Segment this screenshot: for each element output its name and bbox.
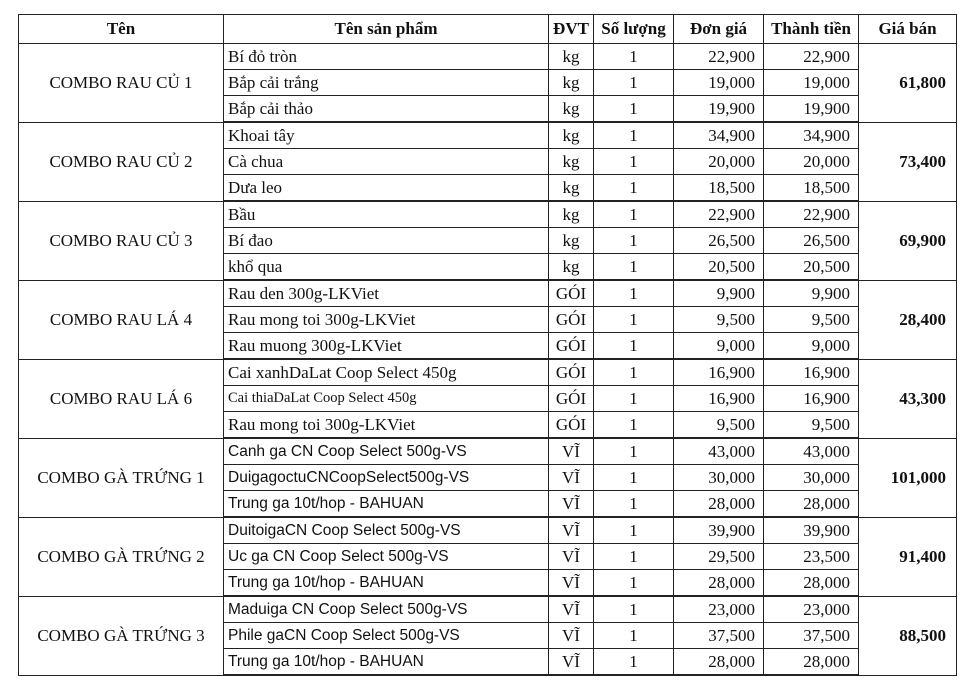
- unit-cell: kg: [549, 254, 594, 281]
- unit-cell: GÓI: [549, 333, 594, 360]
- price-sheet: [18, 14, 956, 676]
- table-row: [19, 122, 957, 149]
- quantity-cell: 1: [594, 122, 674, 149]
- unit-price-cell: 20,500: [674, 254, 764, 281]
- quantity-cell: 1: [594, 70, 674, 96]
- line-total-cell: 43,000: [764, 438, 859, 465]
- quantity-cell: 1: [594, 412, 674, 439]
- quantity-cell: 1: [594, 228, 674, 254]
- combo-sale-price: 101,000: [859, 438, 957, 517]
- combo-name: COMBO GÀ TRỨNG 2: [19, 517, 224, 596]
- unit-cell: VĨ: [549, 596, 594, 623]
- header-thanh-tien: Thành tiền: [764, 15, 859, 44]
- quantity-cell: 1: [594, 623, 674, 649]
- unit-price-cell: 26,500: [674, 228, 764, 254]
- product-name: Dưa leo: [224, 175, 549, 202]
- unit-cell: VĨ: [549, 544, 594, 570]
- unit-cell: kg: [549, 201, 594, 228]
- quantity-cell: 1: [594, 465, 674, 491]
- line-total-cell: 20,500: [764, 254, 859, 281]
- line-total-cell: 28,000: [764, 570, 859, 597]
- line-total-cell: 34,900: [764, 122, 859, 149]
- line-total-cell: 28,000: [764, 649, 859, 676]
- line-total-cell: 26,500: [764, 228, 859, 254]
- table-row: [19, 201, 957, 228]
- line-total-cell: 39,900: [764, 517, 859, 544]
- table-row: [19, 517, 957, 544]
- unit-cell: kg: [549, 44, 594, 70]
- unit-cell: GÓI: [549, 412, 594, 439]
- unit-cell: kg: [549, 96, 594, 123]
- line-total-cell: 16,900: [764, 359, 859, 386]
- unit-cell: GÓI: [549, 307, 594, 333]
- product-name: Maduiga CN Coop Select 500g-VS: [224, 596, 549, 623]
- line-total-cell: 23,000: [764, 596, 859, 623]
- quantity-cell: 1: [594, 570, 674, 597]
- unit-cell: VĨ: [549, 491, 594, 518]
- combo-sale-price: 73,400: [859, 122, 957, 201]
- line-total-cell: 30,000: [764, 465, 859, 491]
- table-row: [19, 596, 957, 623]
- product-name: Rau den 300g-LKViet: [224, 280, 549, 307]
- unit-cell: VĨ: [549, 465, 594, 491]
- unit-cell: kg: [549, 70, 594, 96]
- unit-cell: GÓI: [549, 386, 594, 412]
- combo-sale-price: 88,500: [859, 596, 957, 675]
- line-total-cell: 16,900: [764, 386, 859, 412]
- product-name: Phile gaCN Coop Select 500g-VS: [224, 623, 549, 649]
- combo-sale-price: 43,300: [859, 359, 957, 438]
- combo-price-table: [18, 14, 957, 676]
- unit-cell: VĨ: [549, 438, 594, 465]
- product-name: Trung ga 10t/hop - BAHUAN: [224, 570, 549, 597]
- quantity-cell: 1: [594, 201, 674, 228]
- quantity-cell: 1: [594, 517, 674, 544]
- unit-price-cell: 28,000: [674, 491, 764, 518]
- quantity-cell: 1: [594, 438, 674, 465]
- quantity-cell: 1: [594, 359, 674, 386]
- product-name: Cai thiaDaLat Coop Select 450g: [224, 386, 549, 412]
- table-row: [19, 359, 957, 386]
- unit-price-cell: 30,000: [674, 465, 764, 491]
- combo-sale-price: 69,900: [859, 201, 957, 280]
- line-total-cell: 28,000: [764, 491, 859, 518]
- combo-sale-price: 61,800: [859, 44, 957, 123]
- unit-price-cell: 9,500: [674, 307, 764, 333]
- header-row: [19, 15, 957, 44]
- unit-price-cell: 37,500: [674, 623, 764, 649]
- line-total-cell: 9,500: [764, 307, 859, 333]
- table-row: [19, 44, 957, 70]
- header-don-gia: Đơn giá: [674, 15, 764, 44]
- unit-price-cell: 22,900: [674, 201, 764, 228]
- combo-name: COMBO RAU LÁ 6: [19, 359, 224, 438]
- quantity-cell: 1: [594, 149, 674, 175]
- product-name: Rau mong toi 300g-LKViet: [224, 412, 549, 439]
- product-name: khổ qua: [224, 254, 549, 281]
- unit-cell: VĨ: [549, 570, 594, 597]
- unit-price-cell: 16,900: [674, 386, 764, 412]
- line-total-cell: 20,000: [764, 149, 859, 175]
- product-name: Rau mong toi 300g-LKViet: [224, 307, 549, 333]
- table-row: [19, 280, 957, 307]
- unit-price-cell: 34,900: [674, 122, 764, 149]
- unit-cell: GÓI: [549, 359, 594, 386]
- quantity-cell: 1: [594, 596, 674, 623]
- product-name: Khoai tây: [224, 122, 549, 149]
- line-total-cell: 9,500: [764, 412, 859, 439]
- header-ten: Tên: [19, 15, 224, 44]
- unit-price-cell: 28,000: [674, 649, 764, 676]
- quantity-cell: 1: [594, 386, 674, 412]
- line-total-cell: 9,000: [764, 333, 859, 360]
- unit-cell: kg: [549, 228, 594, 254]
- unit-price-cell: 9,900: [674, 280, 764, 307]
- combo-name: COMBO RAU CỦ 1: [19, 44, 224, 123]
- unit-price-cell: 23,000: [674, 596, 764, 623]
- unit-cell: kg: [549, 122, 594, 149]
- product-name: Trung ga 10t/hop - BAHUAN: [224, 649, 549, 676]
- unit-cell: kg: [549, 175, 594, 202]
- line-total-cell: 18,500: [764, 175, 859, 202]
- product-name: DuigagoctuCNCoopSelect500g-VS: [224, 465, 549, 491]
- unit-price-cell: 28,000: [674, 570, 764, 597]
- line-total-cell: 22,900: [764, 201, 859, 228]
- product-name: Uc ga CN Coop Select 500g-VS: [224, 544, 549, 570]
- product-name: Bầu: [224, 201, 549, 228]
- quantity-cell: 1: [594, 254, 674, 281]
- product-name: DuitoigaCN Coop Select 500g-VS: [224, 517, 549, 544]
- line-total-cell: 22,900: [764, 44, 859, 70]
- unit-price-cell: 19,900: [674, 96, 764, 123]
- quantity-cell: 1: [594, 491, 674, 518]
- table-row: [19, 438, 957, 465]
- line-total-cell: 9,900: [764, 280, 859, 307]
- line-total-cell: 37,500: [764, 623, 859, 649]
- header-ten-san-pham: Tên sản phẩm: [224, 15, 549, 44]
- quantity-cell: 1: [594, 44, 674, 70]
- unit-cell: VĨ: [549, 623, 594, 649]
- header-so-luong: Số lượng: [594, 15, 674, 44]
- product-name: Bí đỏ tròn: [224, 44, 549, 70]
- quantity-cell: 1: [594, 333, 674, 360]
- product-name: Canh ga CN Coop Select 500g-VS: [224, 438, 549, 465]
- quantity-cell: 1: [594, 280, 674, 307]
- product-name: Bí đao: [224, 228, 549, 254]
- unit-price-cell: 9,500: [674, 412, 764, 439]
- product-name: Cai xanhDaLat Coop Select 450g: [224, 359, 549, 386]
- quantity-cell: 1: [594, 96, 674, 123]
- header-dvt: ĐVT: [549, 15, 594, 44]
- unit-price-cell: 29,500: [674, 544, 764, 570]
- combo-name: COMBO RAU LÁ 4: [19, 280, 224, 359]
- product-name: Rau muong 300g-LKViet: [224, 333, 549, 360]
- combo-name: COMBO GÀ TRỨNG 1: [19, 438, 224, 517]
- unit-price-cell: 39,900: [674, 517, 764, 544]
- quantity-cell: 1: [594, 175, 674, 202]
- quantity-cell: 1: [594, 649, 674, 676]
- unit-price-cell: 19,000: [674, 70, 764, 96]
- line-total-cell: 19,900: [764, 96, 859, 123]
- combo-name: COMBO GÀ TRỨNG 3: [19, 596, 224, 675]
- quantity-cell: 1: [594, 544, 674, 570]
- combo-name: COMBO RAU CỦ 3: [19, 201, 224, 280]
- unit-price-cell: 18,500: [674, 175, 764, 202]
- combo-sale-price: 28,400: [859, 280, 957, 359]
- unit-price-cell: 16,900: [674, 359, 764, 386]
- unit-price-cell: 20,000: [674, 149, 764, 175]
- combo-name: COMBO RAU CỦ 2: [19, 122, 224, 201]
- unit-price-cell: 9,000: [674, 333, 764, 360]
- unit-price-cell: 22,900: [674, 44, 764, 70]
- unit-cell: kg: [549, 149, 594, 175]
- unit-cell: GÓI: [549, 280, 594, 307]
- unit-cell: VĨ: [549, 517, 594, 544]
- line-total-cell: 23,500: [764, 544, 859, 570]
- quantity-cell: 1: [594, 307, 674, 333]
- combo-sale-price: 91,400: [859, 517, 957, 596]
- line-total-cell: 19,000: [764, 70, 859, 96]
- header-gia-ban: Giá bán: [859, 15, 957, 44]
- unit-cell: VĨ: [549, 649, 594, 676]
- product-name: Cà chua: [224, 149, 549, 175]
- product-name: Trung ga 10t/hop - BAHUAN: [224, 491, 549, 518]
- product-name: Bắp cải trắng: [224, 70, 549, 96]
- product-name: Bắp cải thảo: [224, 96, 549, 123]
- unit-price-cell: 43,000: [674, 438, 764, 465]
- table-body: [19, 44, 957, 676]
